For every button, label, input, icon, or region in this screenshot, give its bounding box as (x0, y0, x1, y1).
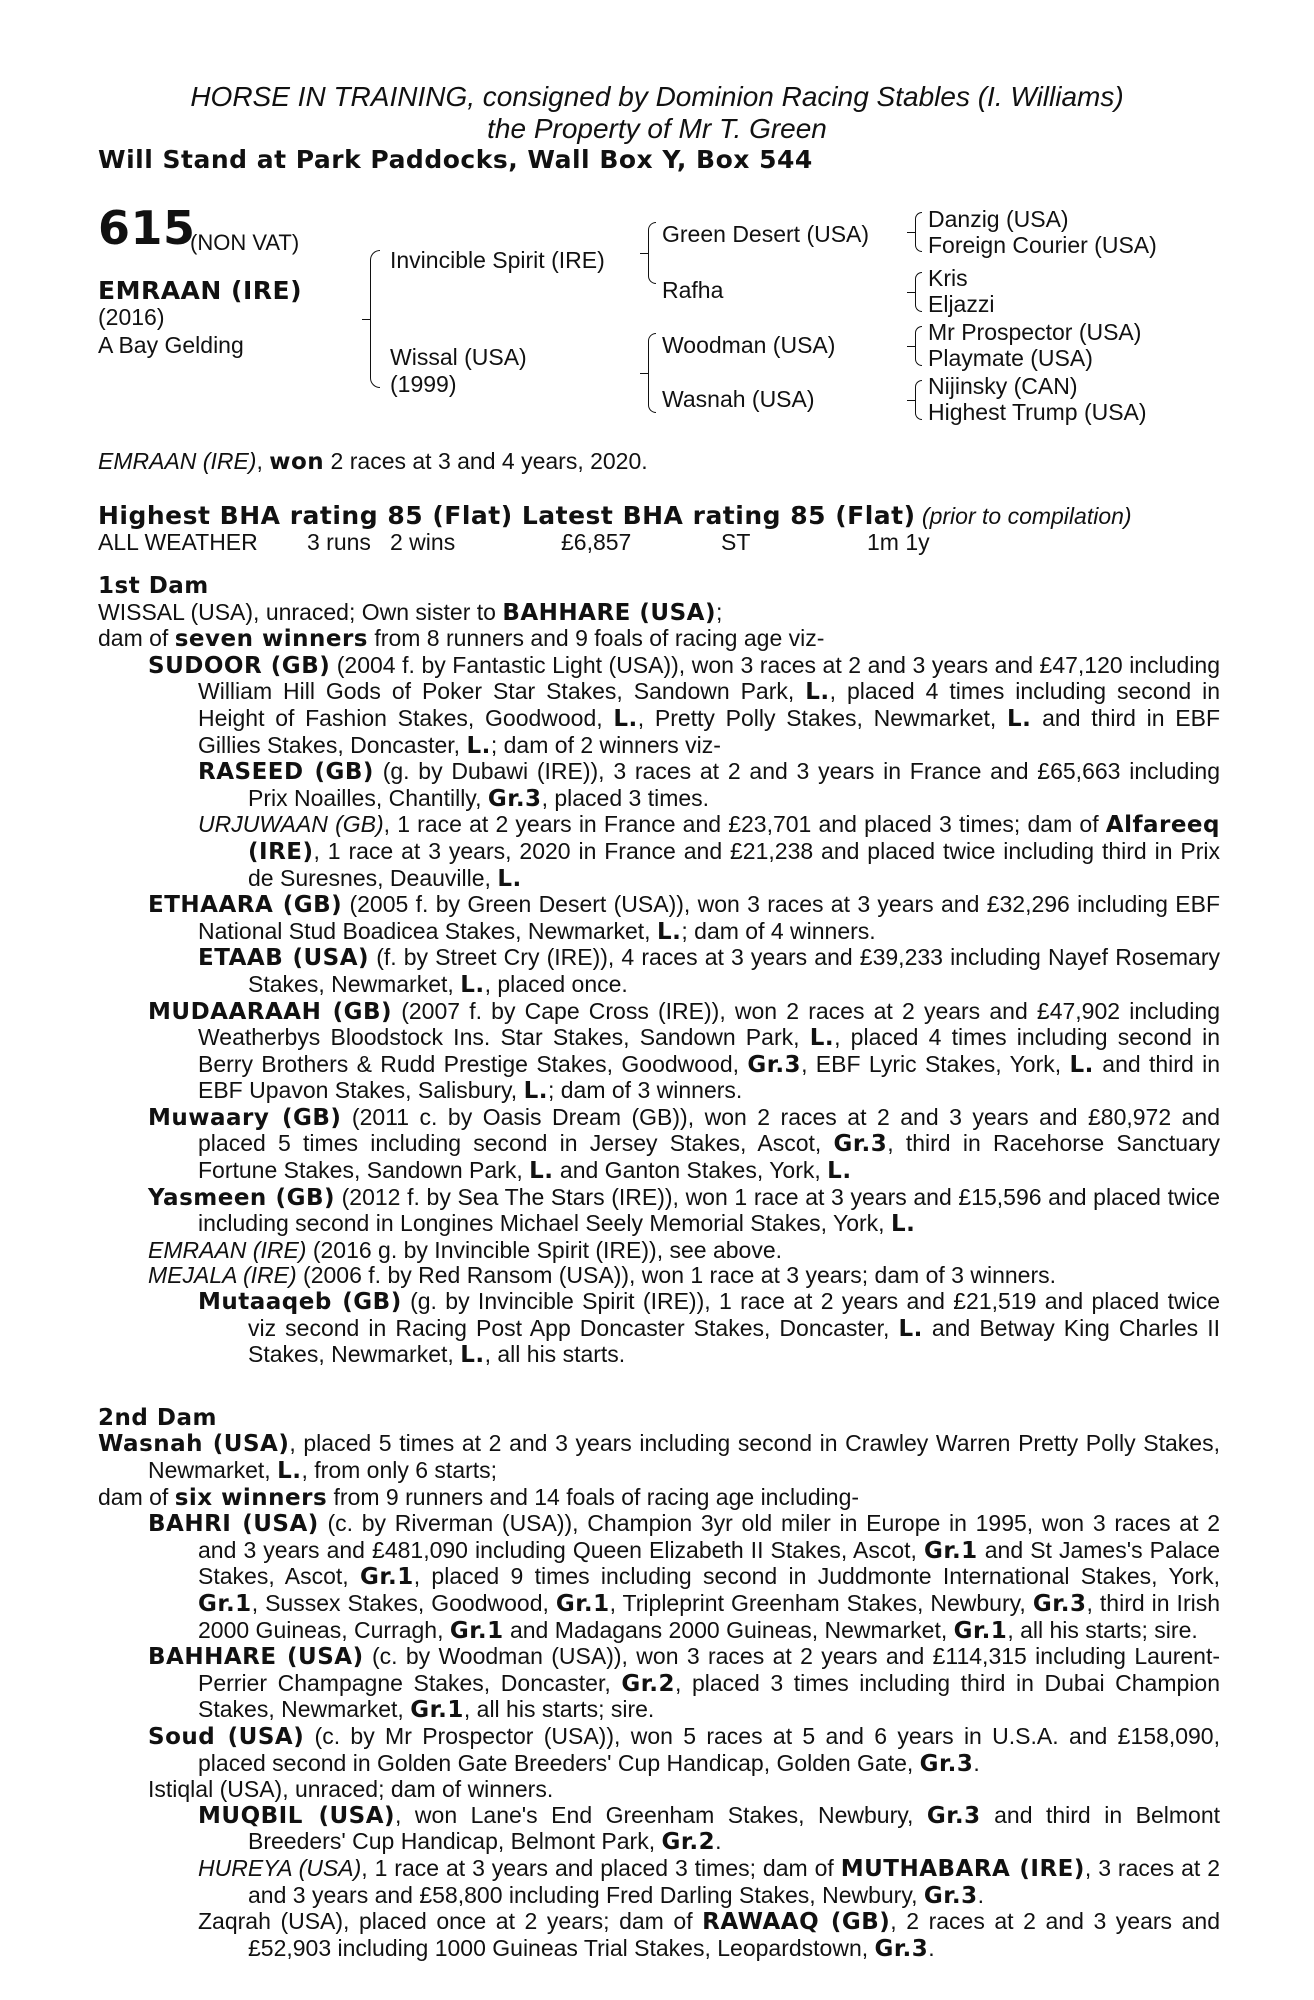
foaling-year: (2016) (98, 304, 165, 330)
produce-entry: Istiqlal (USA), unraced; dam of winners. (148, 1776, 554, 1803)
pedigree-sire: Invincible Spirit (IRE) (390, 247, 605, 273)
property-line: the Property of Mr T. Green (487, 113, 827, 144)
pedigree-dam-sire: Woodman (USA) (662, 332, 836, 358)
horse-description: A Bay Gelding (98, 332, 244, 358)
pedigree-dam-year: (1999) (390, 371, 457, 397)
second-dam-intro: Wasnah (USA), placed 5 times at 2 and 3 years including second in Crawley Warren Pretty Polly Stakes, Newmarket, L., from only 6 starts; (98, 1430, 1220, 1484)
first-dam-intro: WISSAL (USA), unraced; Own sister to BAHHARE (USA); (98, 598, 723, 626)
produce-entry: RASEED (GB) (g. by Dubawi (IRE)), 3 races at 2 and 3 years in France and £65,663 including Prix Noailles, Chantilly, Gr.3, placed 3 times. (198, 758, 1220, 812)
first-dam-produce: dam of seven winners from 8 runners and 9 foals of racing age viz- (98, 625, 825, 653)
produce-entry: MUQBIL (USA), won Lane's End Greenham Stakes, Newbury, Gr.3 and third in Belmont Breeders' Cup Handicap, Belmont Park, Gr.2. (198, 1801, 1220, 1856)
pedigree-brace (915, 326, 922, 366)
race-record: EMRAAN (IRE), won 2 races at 3 and 4 years, 2020. (98, 448, 648, 475)
pedigree-brace (648, 333, 656, 413)
vat-status: (NON VAT) (190, 230, 300, 255)
produce-entry: Soud (USA) (c. by Mr Prospector (USA)), won 5 races at 5 and 6 years in U.S.A. and £158,090, placed second in Golden Gate Breeders' Cup Handicap, Golden Gate, Gr.3. (148, 1722, 1220, 1777)
produce-entry: HUREYA (USA), 1 race at 3 years and placed 3 times; dam of MUTHABARA (IRE), 3 races at 2 and 3 years and £58,800 including Fred Darling Stakes, Newbury, Gr.3. (198, 1854, 1220, 1909)
pedigree-sire-sire: Green Desert (USA) (662, 221, 870, 247)
pedigree-g7: Nijinsky (CAN) (928, 373, 1078, 399)
pedigree-g3: Kris (928, 265, 968, 291)
stand-location: Will Stand at Park Paddocks, Wall Box Y, Box 544 (98, 145, 813, 174)
pedigree-brace (915, 272, 922, 312)
pedigree-g1: Danzig (USA) (928, 206, 1069, 232)
pedigree-brace (370, 250, 380, 388)
pedigree-brace (648, 222, 656, 284)
lot-number: 615 (98, 201, 196, 255)
horse-name: EMRAAN (IRE) (98, 276, 303, 305)
produce-entry: MEJALA (IRE) (2006 f. by Red Ransom (USA)), won 1 race at 3 years; dam of 3 winners. (148, 1262, 1056, 1289)
produce-entry: BAHHARE (USA) (c. by Woodman (USA)), won 3 races at 2 years and £114,315 including Laurent-Perrier Champagne Stakes, Doncaster, Gr.2, placed 3 times including third in Dubai Champion Stakes, Newmarket, Gr.1, all his starts; sire. (148, 1643, 1220, 1724)
produce-entry: Yasmeen (GB) (2012 f. by Sea The Stars (IRE)), won 1 race at 3 years and £15,596 and placed twice including second in Longines Michael Seely Memorial Stakes, York, L. (148, 1183, 1221, 1238)
second-dam-produce: dam of six winners from 9 runners and 14 foals of racing age including- (98, 1483, 860, 1511)
pedigree-brace (915, 212, 922, 252)
pedigree-g4: Eljazzi (928, 291, 995, 317)
first-dam-heading: 1st Dam (98, 573, 209, 599)
produce-entry: SUDOOR (GB) (2004 f. by Fantastic Light (USA)), won 3 races at 2 and 3 years and £47,120 including William Hill Gods of Poker Star Stakes, Sandown Park, L., placed 4 times including second in Height of Fashion Stakes, Goodwood, L., Pretty Polly Stakes, Newmarket, L. and third in EBF Gillies Stakes, Doncaster, L.; dam of 2 winners viz- (148, 651, 1221, 759)
pedigree-g2: Foreign Courier (USA) (928, 232, 1157, 258)
second-dam-heading: 2nd Dam (98, 1404, 217, 1431)
produce-entry: URJUWAAN (GB), 1 race at 2 years in France and £23,701 and placed 3 times; dam of Alfareeq (IRE), 1 race at 3 years, 2020 in France and £21,238 and placed twice including third in Prix de Suresnes, Deauville, L. (198, 811, 1220, 892)
pedigree-dam-dam: Wasnah (USA) (662, 386, 815, 412)
pedigree-dam: Wissal (USA) (390, 344, 527, 370)
dam-section (98, 574, 1220, 1962)
produce-entry: Mutaaqeb (GB) (g. by Invincible Spirit (IRE)), 1 race at 2 years and £21,519 and placed twice viz second in Racing Post App Doncaster Stakes, Doncaster, L. and Betway King Charles II Stakes, Newmarket, L., all his starts. (198, 1288, 1221, 1369)
pedigree-g6: Playmate (USA) (928, 345, 1093, 371)
produce-entry: ETHAARA (GB) (2005 f. by Green Desert (USA)), won 3 races at 3 years and £32,296 including EBF National Stud Boadicea Stakes, Newmarket, L.; dam of 4 winners. (148, 891, 1220, 945)
pedigree-g8: Highest Trump (USA) (928, 399, 1147, 425)
consignor-line: HORSE IN TRAINING, consigned by Dominion Racing Stables (I. Williams) (190, 81, 1124, 112)
produce-entry: BAHRI (USA) (c. by Riverman (USA)), Champion 3yr old miler in Europe in 1995, won 3 races at 2 and 3 years and £481,090 including Queen Elizabeth II Stakes, Ascot, Gr.1 and St James's Palace Stakes, Ascot, Gr.1, placed 9 times including second in Juddmonte International Stakes, York, Gr.1, Sussex Stakes, Goodwood, Gr.1, Tripleprint Greenham Stakes, Newbury, Gr.3, third in Irish 2000 Guineas, Curragh, Gr.1 and Madagans 2000 Guineas, Newmarket, Gr.1, all his starts; sire. (148, 1510, 1221, 1644)
produce-entry: Muwaary (GB) (2011 c. by Oasis Dream (GB)), won 2 races at 2 and 3 years and £80,972 and placed 5 times including second in Jersey Stakes, Ascot, Gr.3, third in Racehorse Sanctuary Fortune Stakes, Sandown Park, L. and Ganton Stakes, York, L. (148, 1103, 1220, 1185)
pedigree-g5: Mr Prospector (USA) (928, 319, 1142, 345)
bha-rating: Highest BHA rating 85 (Flat) Latest BHA rating 85 (Flat) (prior to compilation) (98, 501, 1132, 530)
produce-entry: Zaqrah (USA), placed once at 2 years; dam of RAWAAQ (GB), 2 races at 2 and 3 years and £52,903 including 1000 Guineas Trial Stakes, Leopardstown, Gr.3. (198, 1908, 1220, 1962)
produce-entry: EMRAAN (IRE) (2016 g. by Invincible Spirit (IRE)), see above. (148, 1236, 783, 1263)
produce-entry: ETAAB (USA) (f. by Street Cry (IRE)), 4 races at 3 years and £39,233 including Nayef Rosemary Stakes, Newmarket, L., placed once. (198, 944, 1220, 998)
pedigree-brace (915, 380, 922, 420)
produce-entry: MUDAARAAH (GB) (2007 f. by Cape Cross (IRE)), won 2 races at 2 years and £47,902 including Weatherbys Bloodstock Ins. Star Stakes, Sandown Park, L., placed 4 times including second in Berry Brothers & Rudd Prestige Stakes, Goodwood, Gr.3, EBF Lyric Stakes, York, L. and third in EBF Upavon Stakes, Salisbury, L.; dam of 3 winners. (148, 997, 1220, 1105)
pedigree-sire-dam: Rafha (662, 277, 724, 303)
